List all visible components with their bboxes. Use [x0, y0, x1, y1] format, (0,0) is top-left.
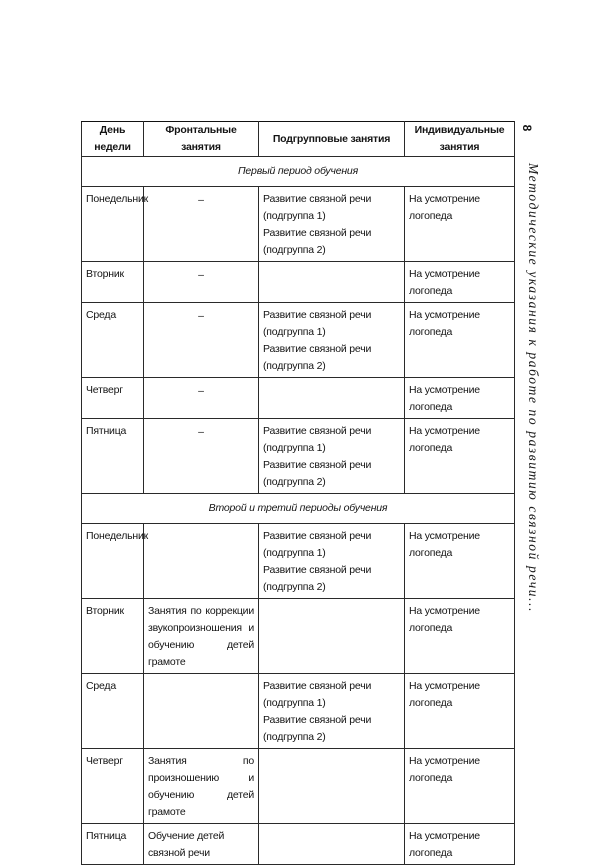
table-header-row — [82, 122, 515, 157]
table-row — [82, 599, 515, 674]
group-cell — [259, 674, 405, 749]
group-line: Развитие связной речи (подгруппа 2) — [263, 227, 372, 256]
frontal-cell: – — [144, 187, 259, 262]
table-row — [82, 378, 515, 419]
individual-cell: На усмотрение логопеда — [405, 419, 515, 494]
individual-cell: На усмотрение логопеда — [405, 674, 515, 749]
header-frontal: Фронтальные занятия — [144, 122, 259, 157]
table-row — [82, 187, 515, 262]
page-number: 8 — [520, 124, 534, 132]
group-line: Развитие связной речи (подгруппа 1) — [263, 193, 372, 222]
table-row — [82, 524, 515, 599]
day-cell: Среда — [82, 303, 144, 378]
day-cell: Вторник — [82, 599, 144, 674]
individual-cell: На усмотрение логопеда — [405, 524, 515, 599]
group-cell — [259, 262, 405, 303]
group-line: Развитие связной речи (подгруппа 1) — [263, 530, 372, 559]
group-line: Развитие связной речи (подгруппа 2) — [263, 459, 372, 488]
day-cell: Пятница — [82, 419, 144, 494]
frontal-cell: Занятия по произношению и обучению детей грамоте — [144, 749, 259, 824]
frontal-cell: – — [144, 419, 259, 494]
group-cell — [259, 749, 405, 824]
frontal-cell: – — [144, 262, 259, 303]
table-row — [82, 303, 515, 378]
group-cell — [259, 824, 405, 865]
header-day: День недели — [82, 122, 144, 157]
individual-cell: На усмотрение логопеда — [405, 824, 515, 865]
day-cell: Пятница — [82, 824, 144, 865]
day-cell: Понедельник — [82, 524, 144, 599]
table-row — [82, 824, 515, 865]
section-first-period: Первый период обучения — [82, 157, 515, 187]
frontal-cell: – — [144, 303, 259, 378]
group-cell — [259, 419, 405, 494]
group-line: Развитие связной речи (подгруппа 1) — [263, 425, 372, 454]
frontal-cell — [144, 524, 259, 599]
section-second-third-periods: Второй и третий периоды обучения — [82, 494, 515, 524]
individual-cell: На усмотрение логопеда — [405, 378, 515, 419]
running-head: Методические указания к работе по развитию связной речи... — [526, 163, 541, 614]
day-cell: Четверг — [82, 749, 144, 824]
schedule-table — [81, 121, 515, 865]
group-line: Развитие связной речи (подгруппа 2) — [263, 343, 372, 372]
table-row — [82, 262, 515, 303]
group-cell — [259, 378, 405, 419]
individual-cell: На усмотрение логопеда — [405, 599, 515, 674]
frontal-cell — [144, 674, 259, 749]
table-row — [82, 749, 515, 824]
frontal-cell: Обучение детей связной речи — [144, 824, 259, 865]
group-cell — [259, 599, 405, 674]
individual-cell: На усмотрение логопеда — [405, 262, 515, 303]
section-row — [82, 494, 515, 524]
section-row — [82, 157, 515, 187]
individual-cell: На усмотрение логопеда — [405, 303, 515, 378]
individual-cell: На усмотрение логопеда — [405, 749, 515, 824]
individual-cell: На усмотрение логопеда — [405, 187, 515, 262]
group-line: Развитие связной речи (подгруппа 1) — [263, 680, 372, 709]
table-row — [82, 674, 515, 749]
group-line: Развитие связной речи (подгруппа 2) — [263, 564, 372, 593]
header-individual: Индивидуальные занятия — [405, 122, 515, 157]
group-cell — [259, 303, 405, 378]
table-row — [82, 419, 515, 494]
day-cell: Среда — [82, 674, 144, 749]
frontal-cell: – — [144, 378, 259, 419]
group-cell — [259, 187, 405, 262]
day-cell: Вторник — [82, 262, 144, 303]
group-line: Развитие связной речи (подгруппа 1) — [263, 309, 372, 338]
header-group: Подгрупповые занятия — [259, 122, 405, 157]
frontal-cell: Занятия по коррекции звукопроизношения и обучению детей грамоте — [144, 599, 259, 674]
group-line: Развитие связной речи (подгруппа 2) — [263, 714, 372, 743]
group-cell — [259, 524, 405, 599]
day-cell: Понедельник — [82, 187, 144, 262]
day-cell: Четверг — [82, 378, 144, 419]
